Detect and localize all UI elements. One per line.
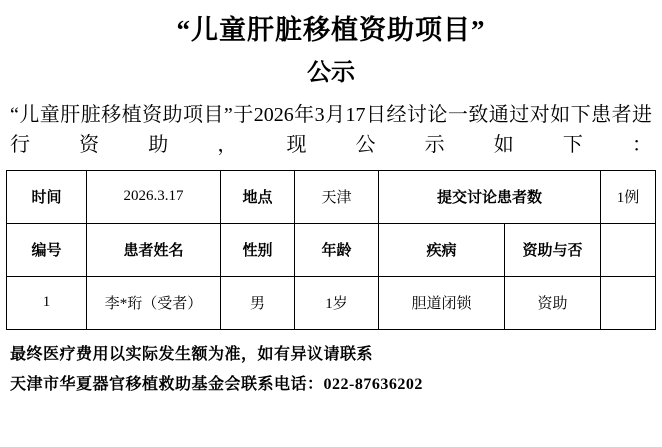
cell-name: 李*珩（受者） — [87, 276, 221, 329]
column-header-age: 年龄 — [295, 223, 379, 276]
table-row-info — [7, 170, 656, 223]
info-place-label: 地点 — [221, 170, 295, 223]
info-place-value: 天津 — [295, 170, 379, 223]
page-subtitle: 公示 — [307, 59, 355, 86]
table-row — [7, 276, 656, 329]
info-count-label: 提交讨论患者数 — [379, 170, 601, 223]
patients-table — [6, 170, 656, 330]
column-header-extra — [601, 223, 656, 276]
footer — [6, 330, 656, 401]
column-header-no: 编号 — [7, 223, 87, 276]
intro-paragraph: “儿童肝脏移植资助项目”于2026年3月17日经讨论一致通过对如下患者进行资助，现公示如下： — [10, 103, 652, 156]
info-time-value: 2026.3.17 — [87, 170, 221, 223]
cell-extra — [601, 276, 656, 329]
footer-line-contact: 天津市华夏器官移植救助基金会联系电话：022-87636202 — [10, 376, 423, 394]
column-header-gender: 性别 — [221, 223, 295, 276]
column-header-name: 患者姓名 — [87, 223, 221, 276]
footer-line-note: 最终医疗费用以实际发生额为准，如有异议请联系 — [10, 345, 374, 363]
cell-disease: 胆道闭锁 — [379, 276, 505, 329]
cell-gender: 男 — [221, 276, 295, 329]
table-row-header — [7, 223, 656, 276]
column-header-disease: 疾病 — [379, 223, 505, 276]
page-title: “儿童肝脏移植资助项目” — [176, 15, 486, 45]
cell-no: 1 — [7, 276, 87, 329]
column-header-funded: 资助与否 — [505, 223, 601, 276]
cell-funded: 资助 — [505, 276, 601, 329]
info-time-label: 时间 — [7, 170, 87, 223]
info-count-value: 1例 — [601, 170, 656, 223]
cell-age: 1岁 — [295, 276, 379, 329]
